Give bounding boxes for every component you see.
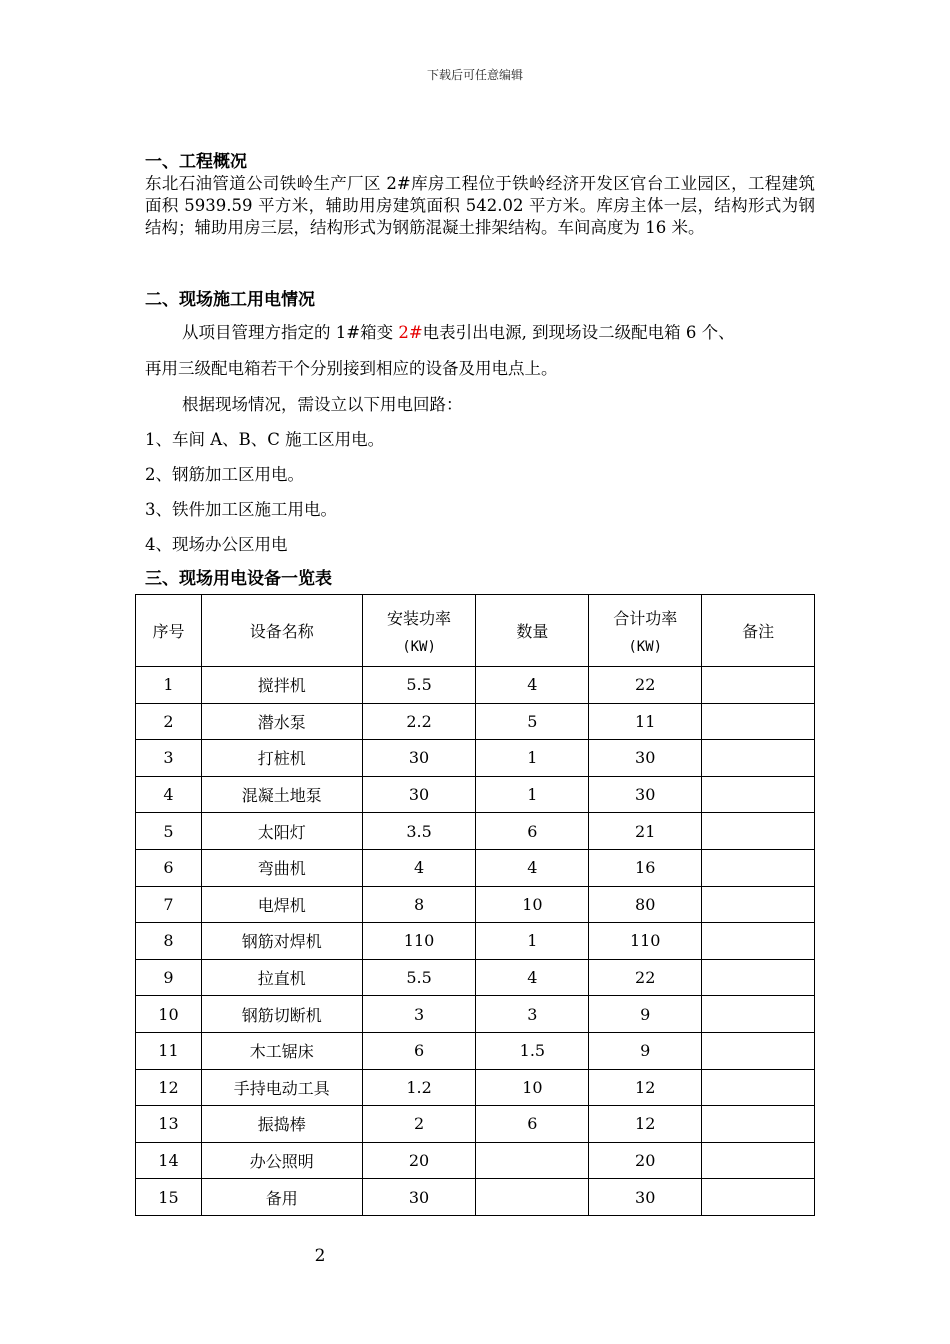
table-row (136, 1106, 815, 1143)
cell-remark (702, 703, 815, 740)
cell-power: 2.2 (362, 703, 476, 740)
cell-total: 20 (589, 1142, 702, 1179)
cell-remark (702, 1069, 815, 1106)
cell-name: 振捣棒 (201, 1106, 362, 1143)
cell-remark (702, 1179, 815, 1216)
col-header-name: 设备名称 (201, 595, 362, 667)
table-row (136, 1142, 815, 1179)
col-header-qty: 数量 (476, 595, 589, 667)
cell-no: 8 (136, 923, 202, 960)
power-unit: (KW) (402, 639, 436, 655)
cell-no: 1 (136, 667, 202, 704)
cell-power: 3.5 (362, 813, 476, 850)
cell-qty: 1 (476, 923, 589, 960)
cell-power: 30 (362, 776, 476, 813)
cell-power: 2 (362, 1106, 476, 1143)
cell-no: 11 (136, 1032, 202, 1069)
cell-total: 80 (589, 886, 702, 923)
cell-total: 21 (589, 813, 702, 850)
cell-power: 6 (362, 1032, 476, 1069)
cell-total: 12 (589, 1069, 702, 1106)
cell-qty: 1.5 (476, 1032, 589, 1069)
circuit-item-3: 3、铁件加工区施工用电。 (145, 500, 337, 519)
cell-name: 弯曲机 (201, 849, 362, 886)
cell-remark (702, 813, 815, 850)
table-header-row (136, 595, 815, 667)
table-row (136, 1179, 815, 1216)
equipment-table (135, 594, 815, 1216)
table-row (136, 813, 815, 850)
cell-name: 办公照明 (201, 1142, 362, 1179)
cell-name: 拉直机 (201, 959, 362, 996)
cell-remark (702, 1106, 815, 1143)
cell-power: 110 (362, 923, 476, 960)
table-row (136, 667, 815, 704)
cell-total: 30 (589, 1179, 702, 1216)
cell-qty: 4 (476, 849, 589, 886)
cell-no: 5 (136, 813, 202, 850)
cell-power: 5.5 (362, 667, 476, 704)
cell-no: 14 (136, 1142, 202, 1179)
para1-red-text: 2# (398, 323, 423, 342)
cell-remark (702, 667, 815, 704)
section2-para1 (182, 319, 735, 343)
para1-text-b: 电表引出电源, 到现场设二级配电箱 6 个、 (422, 323, 735, 342)
cell-total: 110 (589, 923, 702, 960)
table-row (136, 776, 815, 813)
cell-total: 30 (589, 740, 702, 777)
cell-name: 电焊机 (201, 886, 362, 923)
cell-qty: 10 (476, 886, 589, 923)
cell-total: 30 (589, 776, 702, 813)
cell-remark (702, 923, 815, 960)
cell-no: 3 (136, 740, 202, 777)
table-row (136, 1032, 815, 1069)
cell-total: 22 (589, 667, 702, 704)
para1-text-a: 从项目管理方指定的 1#箱变 (182, 323, 399, 342)
cell-no: 10 (136, 996, 202, 1033)
section3-title: 三、现场用电设备一览表 (145, 569, 332, 589)
table-row (136, 1069, 815, 1106)
cell-power: 20 (362, 1142, 476, 1179)
cell-no: 13 (136, 1106, 202, 1143)
circuit-item-4: 4、现场办公区用电 (145, 535, 288, 554)
cell-power: 3 (362, 996, 476, 1033)
table-row (136, 923, 815, 960)
cell-qty: 4 (476, 667, 589, 704)
table-row (136, 996, 815, 1033)
cell-remark (702, 740, 815, 777)
cell-qty: 4 (476, 959, 589, 996)
cell-power: 5.5 (362, 959, 476, 996)
cell-name: 打桩机 (201, 740, 362, 777)
cell-remark (702, 996, 815, 1033)
table-row (136, 959, 815, 996)
cell-qty (476, 1179, 589, 1216)
table-row (136, 849, 815, 886)
page-number: 2 (314, 1246, 326, 1266)
cell-qty: 1 (476, 740, 589, 777)
cell-qty: 3 (476, 996, 589, 1033)
col-header-total (589, 595, 702, 667)
cell-no: 7 (136, 886, 202, 923)
cell-name: 木工锯床 (201, 1032, 362, 1069)
cell-total: 12 (589, 1106, 702, 1143)
section2-para1-cont: 再用三级配电箱若干个分别接到相应的设备及用电点上。 (145, 359, 558, 378)
section1-body: 东北石油管道公司铁岭生产厂区 2#库房工程位于铁岭经济开发区官台工业园区，工程建筑面积 5939.59 平方米，辅助用房建筑面积 542.02 平方米。库房主体一层，结构形式为钢结构；辅助用房三层，结构形式为钢筋混凝土排架结构。车间高度为 16 米。 (145, 174, 815, 237)
cell-total: 9 (589, 996, 702, 1033)
total-unit: (KW) (628, 639, 663, 655)
table-body (136, 667, 815, 1216)
circuit-item-1: 1、车间 A、B、C 施工区用电。 (145, 430, 385, 449)
cell-power: 8 (362, 886, 476, 923)
cell-remark (702, 886, 815, 923)
col-header-power (362, 595, 476, 667)
cell-remark (702, 849, 815, 886)
cell-power: 30 (362, 1179, 476, 1216)
cell-no: 6 (136, 849, 202, 886)
cell-qty: 1 (476, 776, 589, 813)
table-row (136, 740, 815, 777)
cell-total: 22 (589, 959, 702, 996)
cell-remark (702, 1142, 815, 1179)
cell-qty: 6 (476, 813, 589, 850)
cell-no: 2 (136, 703, 202, 740)
table-row (136, 703, 815, 740)
cell-power: 1.2 (362, 1069, 476, 1106)
cell-qty: 5 (476, 703, 589, 740)
cell-name: 钢筋切断机 (201, 996, 362, 1033)
cell-name: 混凝土地泵 (201, 776, 362, 813)
cell-no: 4 (136, 776, 202, 813)
cell-name: 潜水泵 (201, 703, 362, 740)
cell-total: 9 (589, 1032, 702, 1069)
cell-remark (702, 776, 815, 813)
total-label: 合计功率 (613, 609, 678, 628)
cell-name: 搅拌机 (201, 667, 362, 704)
section2-para2: 根据现场情况，需设立以下用电回路： (182, 395, 463, 414)
cell-qty: 10 (476, 1069, 589, 1106)
cell-remark (702, 1032, 815, 1069)
cell-total: 11 (589, 703, 702, 740)
cell-qty (476, 1142, 589, 1179)
cell-no: 15 (136, 1179, 202, 1216)
cell-total: 16 (589, 849, 702, 886)
table-row (136, 886, 815, 923)
circuit-item-2: 2、钢筋加工区用电。 (145, 465, 304, 484)
cell-name: 手持电动工具 (201, 1069, 362, 1106)
cell-power: 30 (362, 740, 476, 777)
page-header: 下载后可任意编辑 (426, 68, 523, 82)
cell-name: 备用 (201, 1179, 362, 1216)
cell-no: 9 (136, 959, 202, 996)
col-header-no: 序号 (136, 595, 202, 667)
cell-name: 钢筋对焊机 (201, 923, 362, 960)
cell-remark (702, 959, 815, 996)
cell-no: 12 (136, 1069, 202, 1106)
power-label: 安装功率 (387, 609, 452, 628)
cell-power: 4 (362, 849, 476, 886)
cell-qty: 6 (476, 1106, 589, 1143)
section2-title: 二、现场施工用电情况 (145, 290, 315, 310)
cell-name: 太阳灯 (201, 813, 362, 850)
section1-title: 一、工程概况 (145, 152, 247, 172)
col-header-remark: 备注 (702, 595, 815, 667)
